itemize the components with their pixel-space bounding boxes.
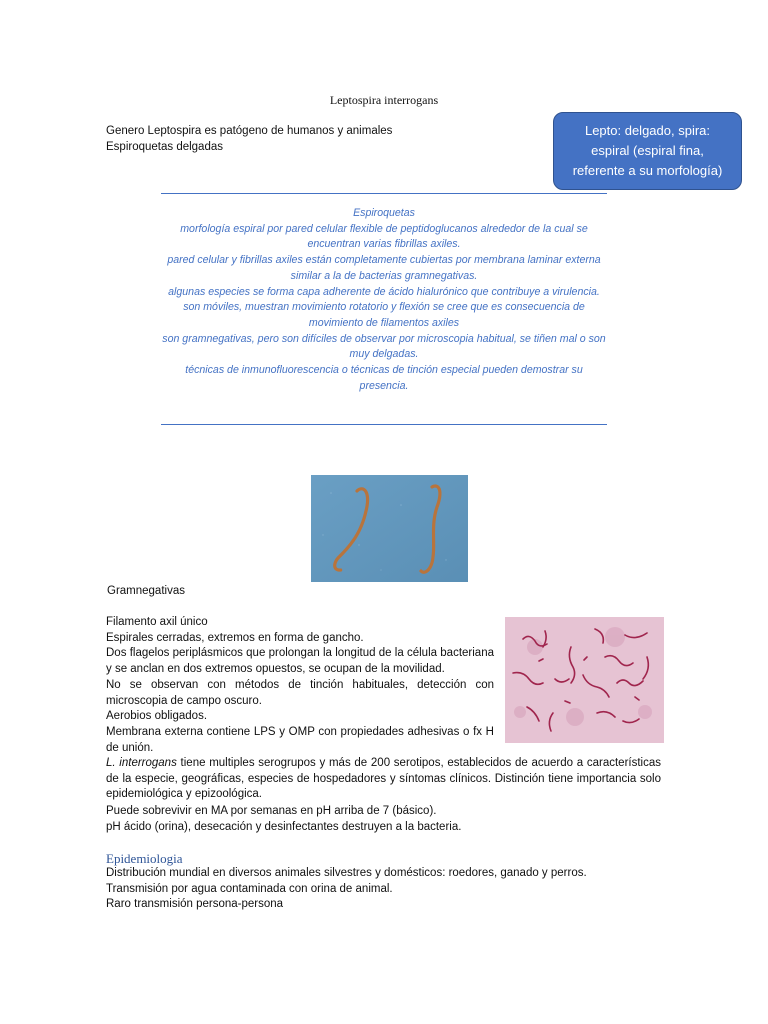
- quote-line: morfología espiral por pared celular flexible de peptidoglucanos alrededor de la cual se encuentran varias fibrillas axiles.: [180, 222, 588, 251]
- quote-line: algunas especies se forma capa adherente de ácido hialurónico que contribuye a virulencia.: [168, 285, 600, 298]
- callout-line: Lepto: delgado, spira:: [584, 123, 711, 138]
- species-name: L. interrogans: [106, 757, 177, 769]
- document-title: Leptospira interrogans: [329, 93, 439, 107]
- spirochete-quote: [161, 206, 607, 394]
- quote-line: son gramnegativas, pero son difíciles de observar por microscopia habitual, se tiñen mal o son muy delgadas.: [162, 332, 606, 361]
- intro-line: Genero Leptospira es patógeno de humanos y animales: [106, 125, 393, 137]
- epidemiology-heading: Epidemiologia: [106, 851, 183, 866]
- quote-line: técnicas de inmunofluorescencia o técnicas de tinción especial pueden demostrar su presencia.: [185, 364, 583, 392]
- callout-line: espiral (espiral fina,: [591, 143, 704, 158]
- gram-label: Gramnegativas: [107, 585, 185, 597]
- epidemiology-line: Raro transmisión persona-persona: [106, 898, 284, 911]
- survival-line: pH ácido (orina), desecación y desinfectantes destruyen a la bacteria.: [106, 820, 462, 833]
- feature-line: Espirales cerradas, extremos en forma de gancho.: [106, 631, 364, 644]
- feature-line: Filamento axil único: [106, 616, 208, 628]
- callout-line: referente a su morfología): [572, 163, 723, 178]
- feature-line: Membrana externa contiene LPS y OMP con propiedades adhesivas o fx H de unión.: [106, 725, 494, 754]
- epidemiology-line: Distribución mundial en diversos animales silvestres y domésticos: roedores, ganado y perros.: [106, 867, 587, 879]
- feature-line: Aerobios obligados.: [106, 710, 208, 723]
- epidemiology-line: Transmisión por agua contaminada con orina de animal.: [106, 882, 393, 895]
- intro-line: Espiroquetas delgadas: [106, 141, 223, 153]
- etymology-callout: [553, 112, 742, 190]
- quote-line: Espiroquetas: [353, 207, 415, 219]
- spirochete-micrograph: [311, 475, 468, 582]
- survival-line: Puede sobrevivir en MA por semanas en pH arriba de 7 (básico).: [106, 805, 437, 817]
- features-list: [106, 615, 494, 756]
- quote-bottom-rule: [161, 424, 607, 425]
- feature-line: No se observan con métodos de tinción habituales, detección con microscopia de campo oscuro.: [106, 678, 494, 707]
- serogroups-description: tiene multiples serogrupos y más de 200 serotipos, establecidos de acuerdo a características de la especie, geográficas, especies de hospedadores y síntomas clínicos. Distinción tiene importancia solo epidemiológica y epizoológica.: [106, 757, 661, 801]
- serogroups-paragraph: [106, 756, 661, 803]
- serogroups-text: [106, 756, 661, 803]
- intro-block: [106, 123, 526, 155]
- survival-block: [106, 804, 661, 835]
- stained-bacteria-image: [505, 617, 664, 743]
- feature-line: Dos flagelos periplásmicos que prolongan la longitud de la célula bacteriana y se anclan en dos extremos opuestos, se ocupan de la movilidad.: [106, 647, 494, 676]
- quote-top-rule: [161, 193, 607, 194]
- quote-line: son móviles, muestran movimiento rotatorio y flexión se cree que es consecuencia de movimiento de filamentos axiles: [183, 301, 585, 329]
- epidemiology-block: [106, 866, 666, 913]
- quote-line: pared celular y fibrillas axiles están completamente cubiertas por membrana laminar externa similar a la de bacterias gramnegativas.: [167, 254, 601, 282]
